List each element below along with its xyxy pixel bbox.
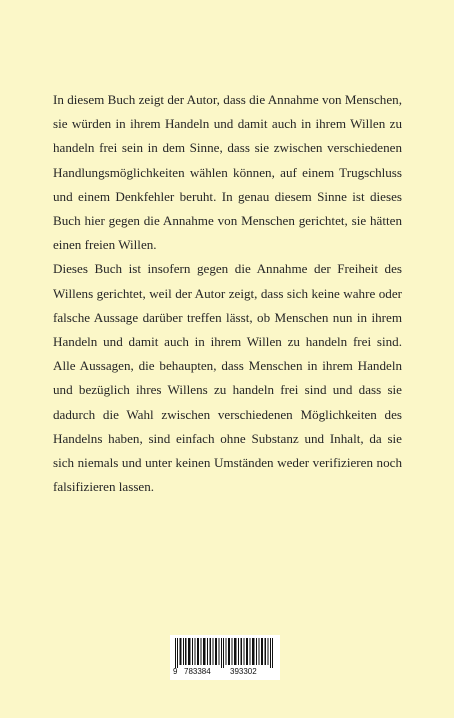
barcode-digits <box>170 667 280 679</box>
blurb-paragraph-2: Dieses Buch ist insofern gegen die Annahme der Freiheit des Willens gerichtet, weil der Autor zeigt, dass sich keine wahre oder falsche Aussage darüber treffen lässt, ob Menschen nun in ihrem Handeln und damit auch in ihrem Willen zu handeln frei sind. Alle Aussagen, die behaupten, dass Menschen in ihrem Handeln und bezüglich ihres Willens zu handeln frei sind und dass sie dadurch die Wahl zwischen verschiedenen Möglichkeiten des Handelns haben, sind einfach ohne Substanz und Inhalt, da sie sich niemals und unter keinen Umständen weder verifizieren noch falsifizieren lassen. <box>53 261 402 495</box>
blurb-paragraph-1: In diesem Buch zeigt der Autor, dass die Annahme von Menschen, sie würden in ihrem Handeln und damit auch in ihrem Willen zu handeln frei sein in dem Sinne, dass sie zwischen verschiedenen Handlungsmöglichkeiten wählen können, auf einem Trugschluss und einem Denkfehler beruht. In genau diesem Sinne ist dieses Buch hier gegen die Annahme von Menschen gerichtet, sie hätten einen freien Willen. <box>53 92 402 253</box>
barcode-left-group: 783384 <box>184 667 211 676</box>
blurb-text <box>53 88 402 499</box>
barcode-bars <box>175 638 275 668</box>
barcode-right-group: 393302 <box>230 667 257 676</box>
isbn-barcode <box>170 635 280 680</box>
barcode-first-digit: 9 <box>173 667 178 676</box>
